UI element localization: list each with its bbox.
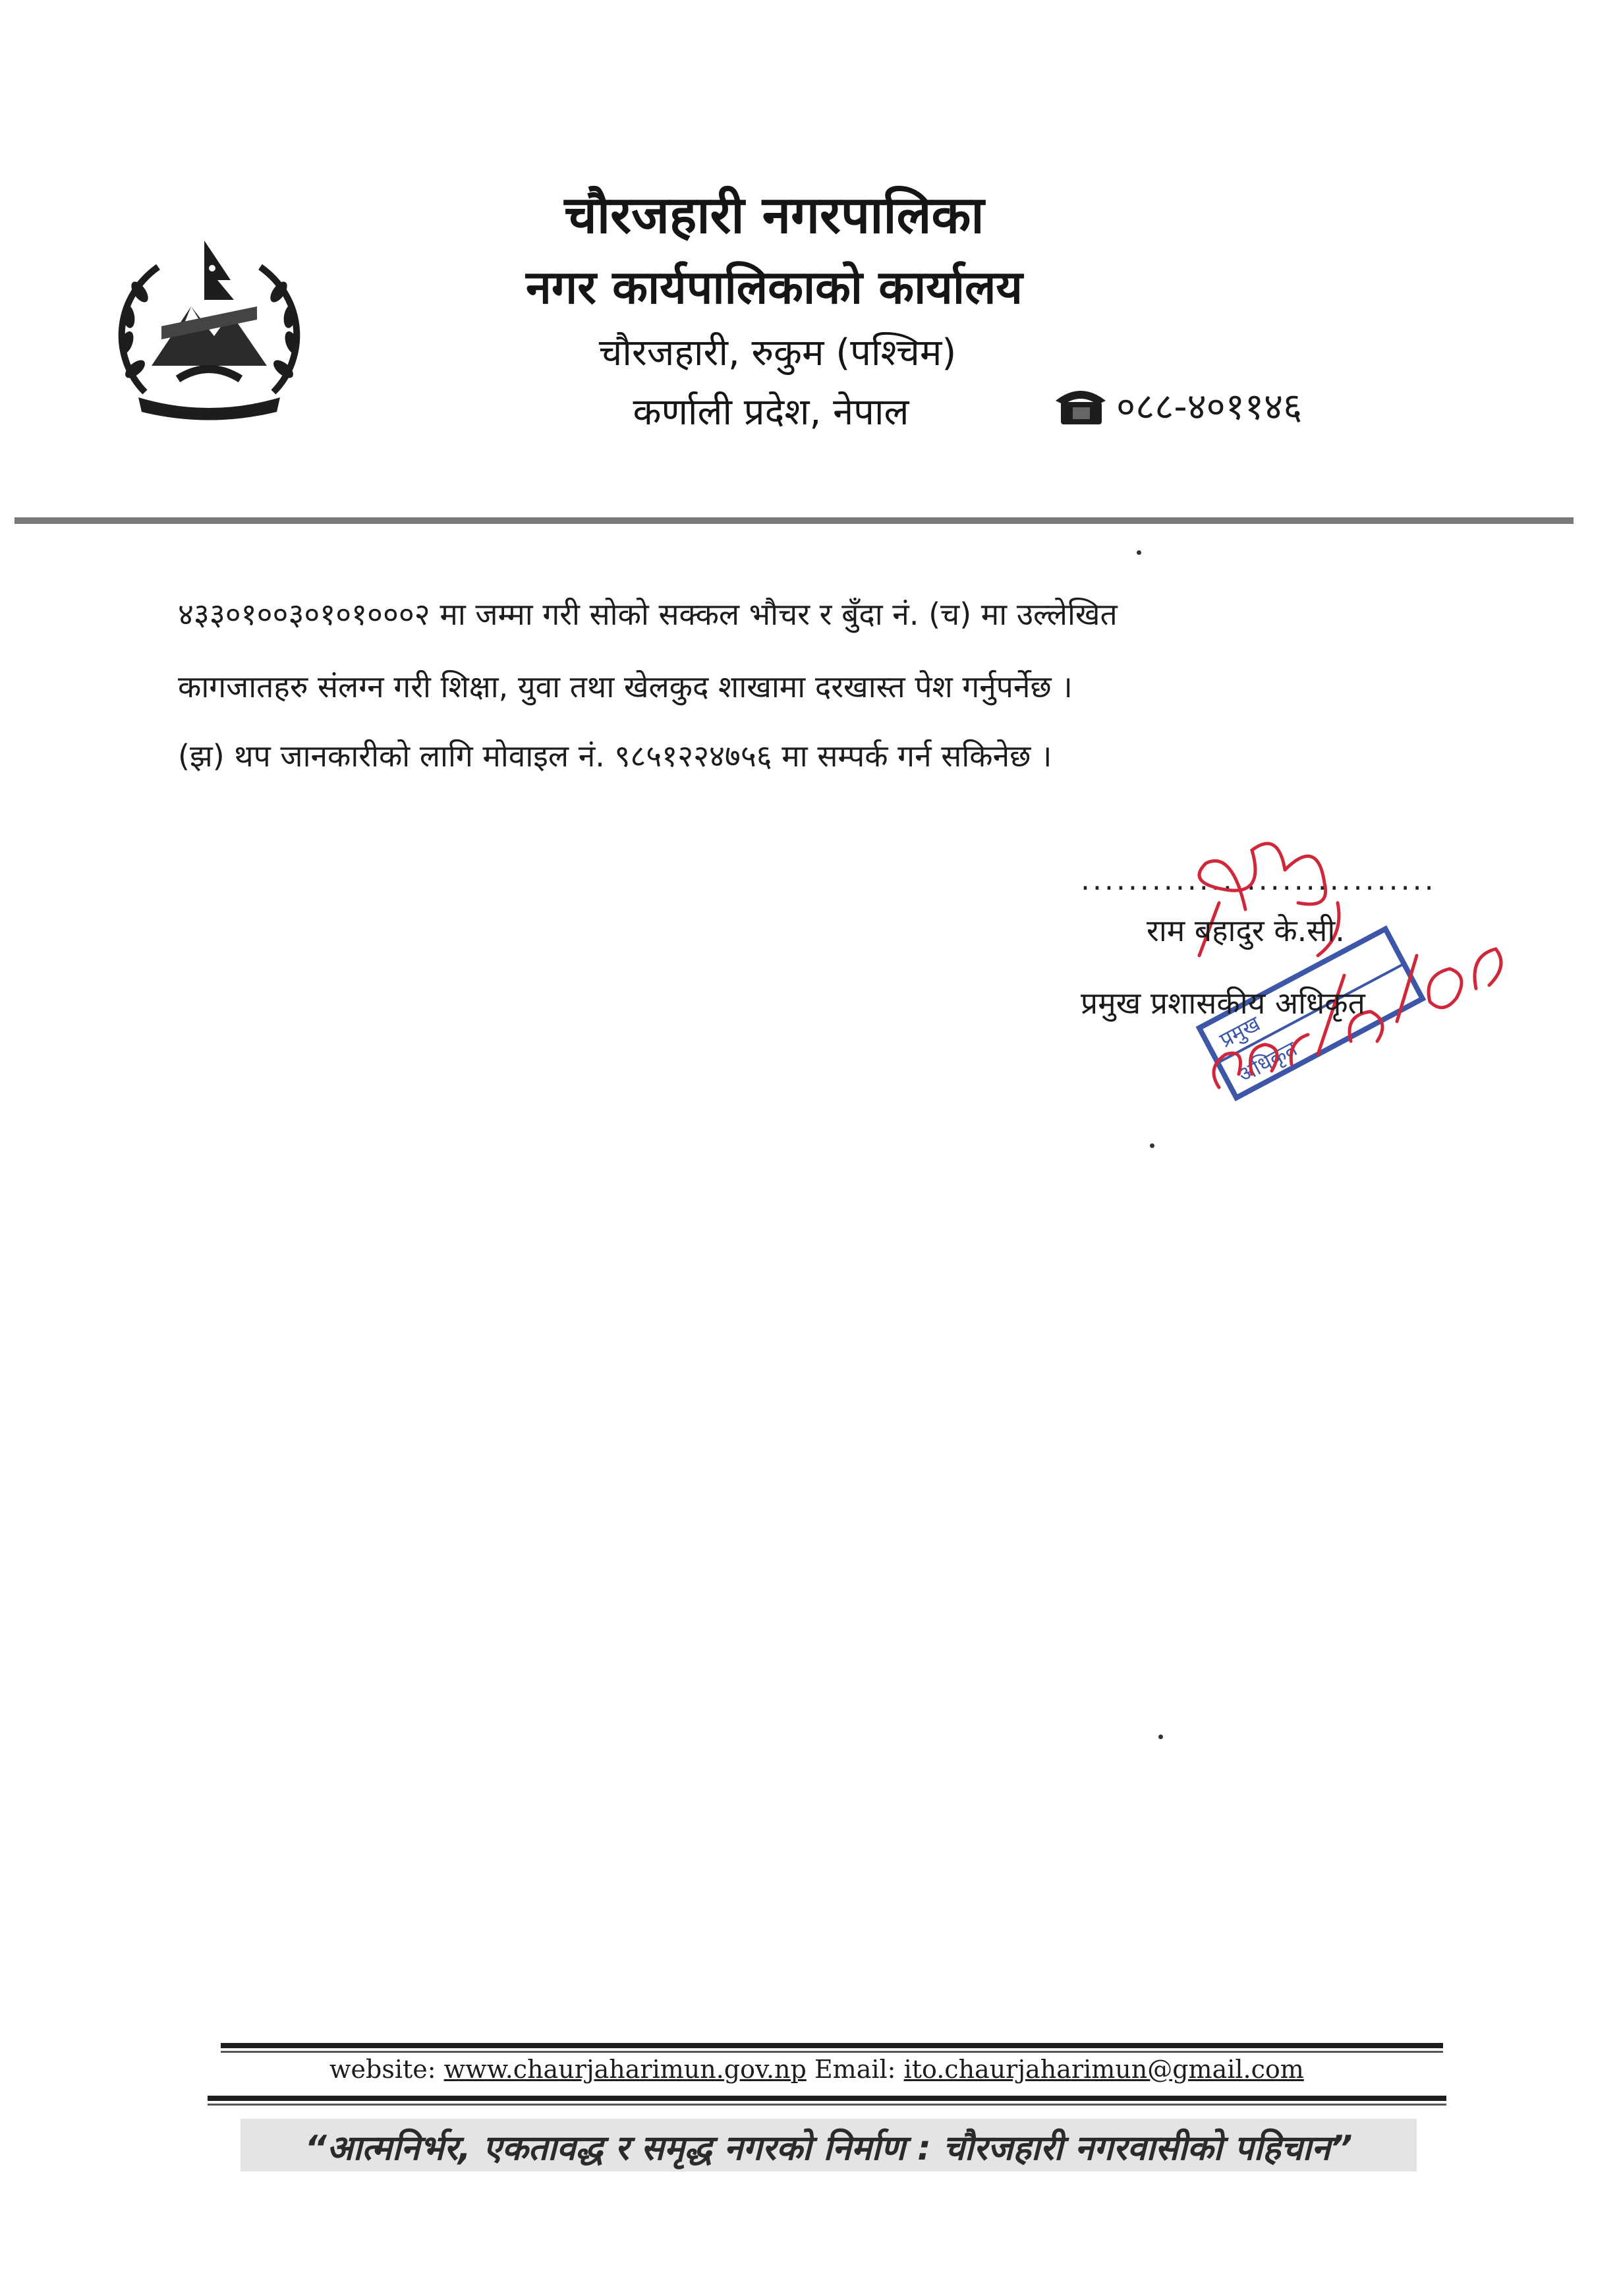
email-link[interactable]: ito.chaurjaharimun@gmail.com bbox=[903, 2055, 1304, 2084]
header-divider bbox=[14, 517, 1574, 524]
telephone-icon bbox=[1054, 381, 1107, 430]
body-paragraph-line: कागजातहरु संलग्न गरी शिक्षा, युवा तथा खेलकुद शाखामा दरखास्त पेश गर्नुपर्नेछ । bbox=[178, 669, 1073, 704]
handwritten-signature bbox=[1120, 824, 1516, 1127]
speck bbox=[1137, 550, 1141, 555]
phone-block bbox=[1054, 379, 1397, 432]
footer-rule-bottom-thin bbox=[208, 2104, 1446, 2106]
body-paragraph-line: ४३३०१००३०१०१०००२ मा जम्मा गरी सोको सक्कल भौचर र बुँदा नं. (च) मा उल्लेखित bbox=[178, 596, 1118, 632]
svg-text:अधिकृत: अधिकृत bbox=[1234, 1035, 1301, 1088]
signer-name: राम बहादुर के.सी. bbox=[1147, 913, 1345, 948]
nepal-emblem-icon bbox=[99, 227, 320, 425]
email-label: Email: bbox=[814, 2055, 896, 2084]
municipality-motto: “आत्मनिर्भर, एकतावद्ध र समृद्ध नगरको निर्माण : चौरजहारी नगरवासीको पहिचान” bbox=[304, 2129, 1353, 2168]
speck bbox=[1150, 1143, 1154, 1148]
footer-rule-top-thin bbox=[221, 2051, 1443, 2053]
website-link[interactable]: www.chaurjaharimun.gov.np bbox=[443, 2055, 807, 2084]
footer-rule-top bbox=[221, 2043, 1443, 2048]
speck bbox=[1158, 1735, 1163, 1739]
website-label: website: bbox=[329, 2055, 436, 2084]
address-line-2: कर्णाली प्रदेश, नेपाल bbox=[633, 391, 909, 434]
svg-text:प्रमुख: प्रमुख bbox=[1215, 1010, 1264, 1053]
office-name: नगर कार्यपालिकाको कार्यालय bbox=[525, 260, 1023, 314]
footer-rule-bottom bbox=[208, 2096, 1446, 2101]
signature-line: .............................. bbox=[1081, 863, 1436, 897]
phone-number: ०८८-४०११४६ bbox=[1116, 386, 1303, 428]
address-line-1: चौरजहारी, रुकुम (पश्चिम) bbox=[598, 331, 957, 374]
signer-title: प्रमुख प्रशासकीय अधिकृत bbox=[1081, 985, 1365, 1021]
organization-name: चौरजहारी नगरपालिका bbox=[564, 186, 984, 245]
body-paragraph-line: (झ) थप जानकारीको लागि मोवाइल नं. ९८५१२२४७५६ मा सम्पर्क गर्न सकिनेछ । bbox=[178, 738, 1052, 774]
footer-contact bbox=[329, 2055, 1417, 2084]
